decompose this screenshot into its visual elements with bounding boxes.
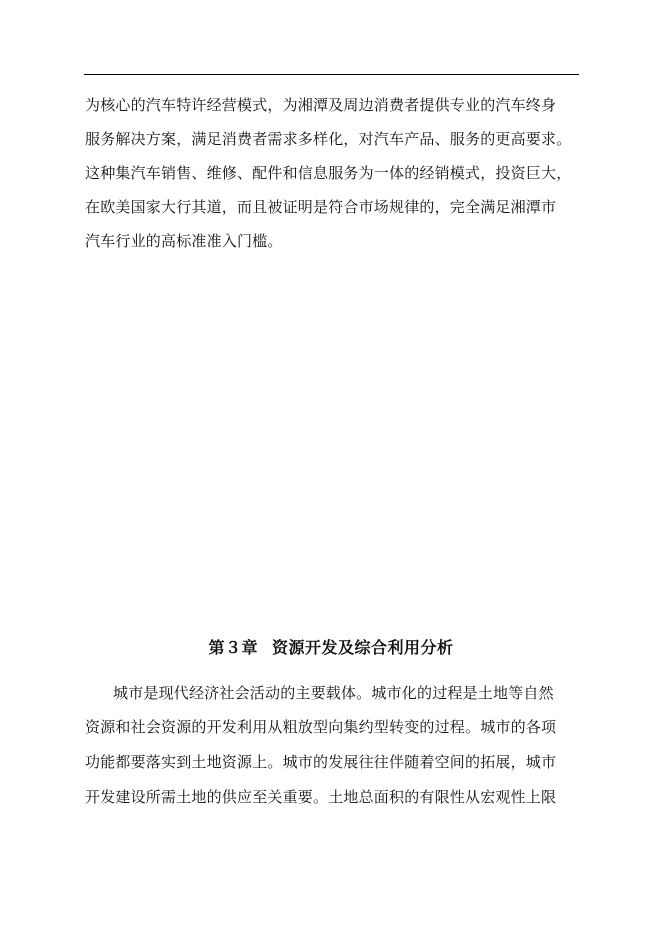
paragraph-line: 为核心的汽车特许经营模式，为湘潭及周边消费者提供专业的汽车终身 (85, 96, 557, 114)
chapter-number: 第３章 (208, 638, 258, 657)
paragraph-line: 服务解决方案，满足消费者需求多样化，对汽车产品、服务的更高要求。 (85, 130, 572, 148)
paragraph-line: 汽车行业的高标准准入门槛。 (85, 232, 283, 250)
paragraph-line: 在欧美国家大行其道，而且被证明是符合市场规律的，完全满足湘潭市 (85, 198, 557, 216)
paragraph-line: 城市是现代经济社会活动的主要载体。城市化的过程是土地等自然 (113, 684, 554, 702)
paragraph-line: 资源和社会资源的开发利用从粗放型向集约型转变的过程。城市的各项 (85, 718, 557, 736)
chapter-title-text: 资源开发及综合利用分析 (272, 638, 454, 657)
header-rule (84, 74, 579, 75)
paragraph-line: 这种集汽车销售、维修、配件和信息服务为一体的经销模式，投资巨大， (85, 164, 572, 182)
paragraph-line: 功能都要落实到土地资源上。城市的发展往往伴随着空间的拓展，城市 (85, 753, 557, 771)
chapter-heading (0, 637, 662, 659)
paragraph-line: 开发建设所需土地的供应至关重要。土地总面积的有限性从宏观性上限 (85, 788, 557, 806)
